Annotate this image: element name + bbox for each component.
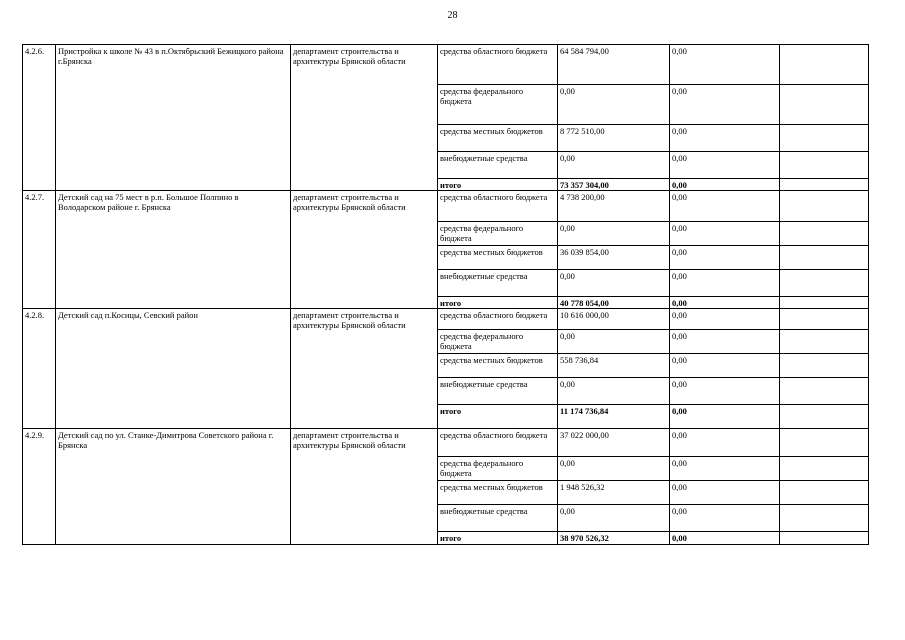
item-executor: департамент строительства и архитектуры Брянской области — [291, 429, 438, 545]
empty-cell — [780, 378, 869, 405]
funding-amount-total: 73 357 304,00 — [558, 179, 670, 191]
funding-amount-total: 40 778 054,00 — [558, 297, 670, 309]
empty-cell — [780, 429, 869, 457]
funding-value-2: 0,00 — [670, 309, 780, 330]
item-name: Детский сад на 75 мест в р.п. Большое Полпино в Володарском районе г. Брянска — [56, 191, 291, 309]
funding-row-regional — [23, 429, 869, 457]
budget-table-body — [23, 45, 869, 545]
funding-value-2-total: 0,00 — [670, 297, 780, 309]
funding-amount: 36 039 854,00 — [558, 246, 670, 270]
funding-source: средства областного бюджета — [438, 429, 558, 457]
funding-source-total: итого — [438, 532, 558, 545]
empty-cell — [780, 330, 869, 354]
funding-amount: 1 948 526,32 — [558, 481, 670, 505]
item-code: 4.2.7. — [23, 191, 56, 309]
funding-amount: 37 022 000,00 — [558, 429, 670, 457]
funding-value-2: 0,00 — [670, 125, 780, 152]
funding-source: средства областного бюджета — [438, 45, 558, 85]
funding-source: средства областного бюджета — [438, 191, 558, 222]
funding-amount: 0,00 — [558, 457, 670, 481]
funding-source: внебюджетные средства — [438, 152, 558, 179]
funding-amount-total: 38 970 526,32 — [558, 532, 670, 545]
funding-value-2: 0,00 — [670, 191, 780, 222]
funding-row-regional — [23, 309, 869, 330]
funding-value-2: 0,00 — [670, 270, 780, 297]
empty-cell — [780, 85, 869, 125]
item-executor: департамент строительства и архитектуры Брянской области — [291, 309, 438, 429]
item-executor: департамент строительства и архитектуры Брянской области — [291, 191, 438, 309]
empty-cell — [780, 191, 869, 222]
funding-source: средства федерального бюджета — [438, 85, 558, 125]
funding-value-2: 0,00 — [670, 222, 780, 246]
funding-source: средства областного бюджета — [438, 309, 558, 330]
empty-cell — [780, 45, 869, 85]
funding-value-2: 0,00 — [670, 429, 780, 457]
funding-source: средства местных бюджетов — [438, 125, 558, 152]
funding-value-2: 0,00 — [670, 481, 780, 505]
page-number: 28 — [447, 10, 458, 21]
empty-cell — [780, 297, 869, 309]
funding-source-total: итого — [438, 405, 558, 429]
funding-value-2: 0,00 — [670, 152, 780, 179]
empty-cell — [780, 270, 869, 297]
empty-cell — [780, 309, 869, 330]
funding-source: средства местных бюджетов — [438, 481, 558, 505]
funding-source: внебюджетные средства — [438, 270, 558, 297]
item-name: Детский сад по ул. Станке-Димитрова Советского района г. Брянска — [56, 429, 291, 545]
funding-value-2: 0,00 — [670, 246, 780, 270]
funding-amount: 558 736,84 — [558, 354, 670, 378]
empty-cell — [780, 246, 869, 270]
item-name: Пристройка к школе № 43 в п.Октябрьский Бежицкого района г.Брянска — [56, 45, 291, 191]
funding-value-2-total: 0,00 — [670, 179, 780, 191]
funding-source: средства федерального бюджета — [438, 457, 558, 481]
empty-cell — [780, 354, 869, 378]
funding-row-regional — [23, 191, 869, 222]
funding-source: средства федерального бюджета — [438, 222, 558, 246]
funding-source: внебюджетные средства — [438, 505, 558, 532]
funding-source-total: итого — [438, 297, 558, 309]
item-executor: департамент строительства и архитектуры Брянской области — [291, 45, 438, 191]
item-name: Детский сад п.Косицы, Севский район — [56, 309, 291, 429]
funding-value-2: 0,00 — [670, 330, 780, 354]
item-code: 4.2.6. — [23, 45, 56, 191]
funding-amount: 4 738 200,00 — [558, 191, 670, 222]
funding-value-2: 0,00 — [670, 505, 780, 532]
funding-amount: 0,00 — [558, 222, 670, 246]
empty-cell — [780, 152, 869, 179]
funding-value-2: 0,00 — [670, 354, 780, 378]
funding-amount: 10 616 000,00 — [558, 309, 670, 330]
empty-cell — [780, 125, 869, 152]
funding-amount: 0,00 — [558, 152, 670, 179]
funding-value-2: 0,00 — [670, 85, 780, 125]
funding-amount: 0,00 — [558, 505, 670, 532]
funding-value-2: 0,00 — [670, 378, 780, 405]
item-code: 4.2.9. — [23, 429, 56, 545]
funding-value-2: 0,00 — [670, 45, 780, 85]
funding-source: средства местных бюджетов — [438, 354, 558, 378]
funding-value-2: 0,00 — [670, 457, 780, 481]
funding-amount: 8 772 510,00 — [558, 125, 670, 152]
funding-value-2-total: 0,00 — [670, 532, 780, 545]
funding-amount: 0,00 — [558, 330, 670, 354]
item-code: 4.2.8. — [23, 309, 56, 429]
empty-cell — [780, 405, 869, 429]
funding-amount: 64 584 794,00 — [558, 45, 670, 85]
funding-amount-total: 11 174 736,84 — [558, 405, 670, 429]
funding-value-2-total: 0,00 — [670, 405, 780, 429]
funding-amount: 0,00 — [558, 85, 670, 125]
empty-cell — [780, 179, 869, 191]
empty-cell — [780, 505, 869, 532]
funding-row-regional — [23, 45, 869, 85]
funding-source: внебюджетные средства — [438, 378, 558, 405]
empty-cell — [780, 457, 869, 481]
funding-source-total: итого — [438, 179, 558, 191]
budget-table — [22, 44, 869, 545]
funding-source: средства федерального бюджета — [438, 330, 558, 354]
empty-cell — [780, 222, 869, 246]
empty-cell — [780, 532, 869, 545]
empty-cell — [780, 481, 869, 505]
funding-amount: 0,00 — [558, 378, 670, 405]
funding-source: средства местных бюджетов — [438, 246, 558, 270]
funding-amount: 0,00 — [558, 270, 670, 297]
